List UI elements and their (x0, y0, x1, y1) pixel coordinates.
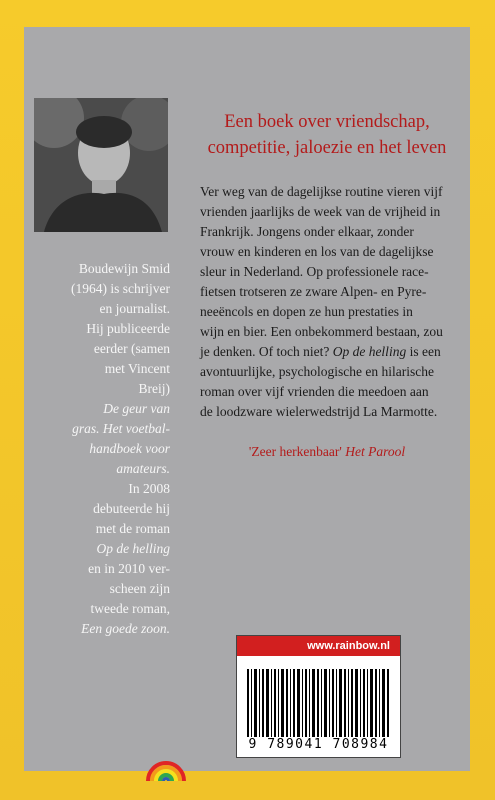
blurb-line (200, 342, 454, 362)
bio-line: scheen zijn (109, 581, 170, 596)
headline-line: competitie, jaloezie en het leven (207, 138, 447, 158)
bio-line: (1964) is schrijver (71, 281, 170, 296)
bio-line: en in 2010 ver- (88, 561, 170, 576)
rainbow-logo-icon (144, 745, 188, 785)
bio-line: Breij) (138, 381, 170, 396)
blurb-line: fietsen trotseren ze zware Alpen- en Pyre- (200, 284, 427, 299)
bio-line: debuteerde hij (93, 501, 170, 516)
blurb-line: Ver weg van de dagelijkse routine vieren vijf (200, 184, 443, 199)
blurb-line-segment: je denken. Of toch niet? (200, 344, 330, 359)
isbn-number: 9 789041 708984 (248, 737, 389, 752)
bio-line: met de roman (95, 521, 170, 536)
author-photo-graphic (34, 98, 168, 232)
bio-line: Hij publiceerde (86, 321, 170, 336)
bio-line: Een goede zoon. (81, 621, 170, 636)
bio-line: eerder (samen (93, 341, 170, 356)
headline-line: Een boek over vriendschap, (224, 112, 430, 132)
blurb-line: avontuurlijke, psychologische en hilarische (200, 364, 434, 379)
author-bio (24, 259, 170, 639)
barcode-icon (247, 669, 390, 737)
blurb-line: Frankrijk. Jongens onder elkaar, zonder (200, 224, 414, 239)
blurb-line-segment: is een (409, 344, 441, 359)
bio-line: Op de helling (96, 541, 170, 556)
bio-line: In 2008 (128, 481, 170, 496)
blurb (200, 182, 454, 422)
bio-line: gras. Het voetbal- (72, 421, 170, 436)
blurb-line: wijn en bier. Een onbekommerd bestaan, zou (200, 324, 443, 339)
author-photo (34, 98, 168, 232)
blurb-line: de loodzware wielerwedstrijd La Marmotte. (200, 404, 438, 419)
bio-line: en journalist. (99, 301, 170, 316)
bio-line: Boudewijn Smid (78, 261, 170, 276)
blurb-line: vrouw en kinderen en los van de dagelijkse (200, 244, 434, 259)
bio-line: met Vincent (104, 361, 170, 376)
quote-source: Het Parool (345, 444, 406, 459)
bio-line: tweede roman, (90, 601, 170, 616)
bio-line: amateurs. (116, 461, 170, 476)
website-url: www.rainbow.nl (237, 636, 400, 656)
blurb-line: sleur in Nederland. Op professionele race- (200, 264, 429, 279)
gray-panel (24, 27, 470, 771)
headline (200, 109, 454, 161)
book-title: Op de helling (332, 344, 407, 359)
barcode-box (236, 635, 401, 758)
quote-text: 'Zeer herkenbaar' (248, 444, 342, 459)
blurb-line: roman over vijf vrienden die meedoen aan (200, 384, 429, 399)
bio-line: De geur van (103, 401, 170, 416)
bio-line: handboek voor (89, 441, 170, 456)
blurb-line: vrienden jaarlijks de week van de vrijheid in (200, 204, 441, 219)
blurb-line: neeëncols en dopen ze hun prestaties in (200, 304, 413, 319)
review-quote (200, 444, 454, 460)
